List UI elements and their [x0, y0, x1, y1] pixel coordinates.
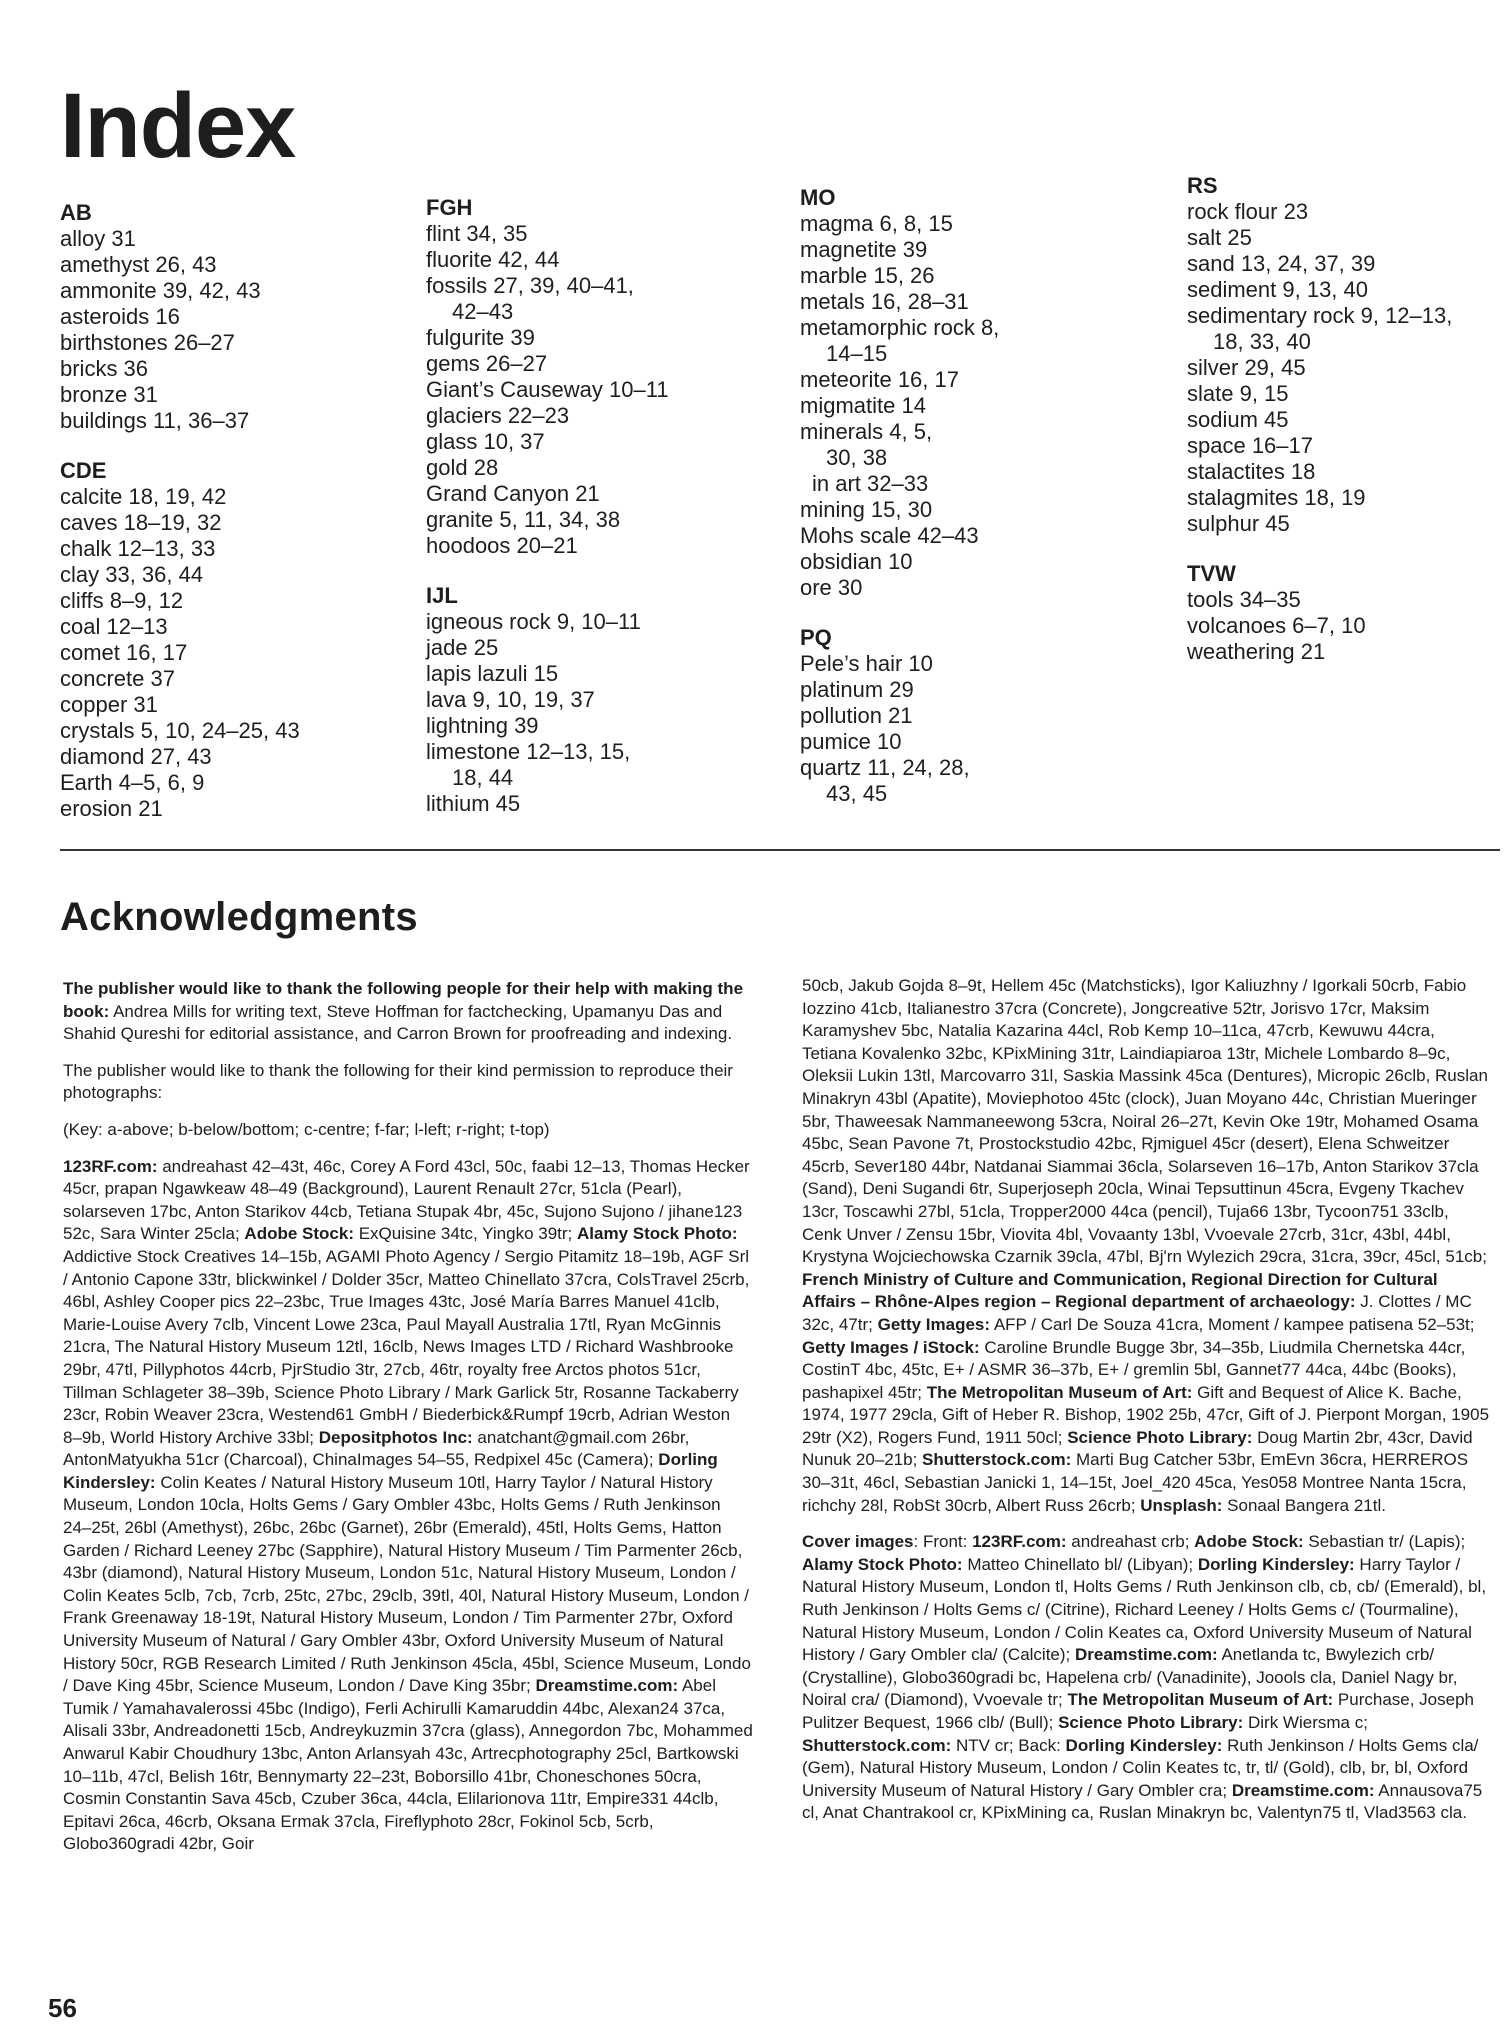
index-heading: MO — [800, 185, 836, 210]
page-number: 56 — [48, 1993, 77, 2023]
index-entry: 43, 45 — [826, 781, 888, 806]
index-entry: obsidian 10 — [800, 549, 913, 574]
index-entry: lithium 45 — [426, 791, 521, 816]
index-entry: quartz 11, 24, 28, — [800, 755, 970, 780]
index-entry: lightning 39 — [426, 713, 539, 738]
index-entry: magma 6, 8, 15 — [800, 211, 953, 236]
index-entry: ore 30 — [800, 575, 863, 600]
index-group — [1187, 561, 1508, 665]
index-entry: sand 13, 24, 37, 39 — [1187, 251, 1376, 276]
index-entry: diamond 27, 43 — [60, 744, 212, 769]
index-entry: fossils 27, 39, 40–41, — [426, 273, 634, 298]
index-entry: 42–43 — [452, 299, 514, 324]
index-title: Index — [60, 75, 296, 177]
index-entry: Earth 4–5, 6, 9 — [60, 770, 205, 795]
index-heading: FGH — [426, 195, 473, 220]
index-entry: fulgurite 39 — [426, 325, 535, 350]
credits-right: 50cb, Jakub Gojda 8–9t, Hellem 45c (Matchsticks), Igor Kaliuzhny / Igorkali 50crb, Fabio Iozzino 41cb, Italianestro 37cra (Concrete), Jongcreative 52tr, Jorisvo 17cr, Maksim Karamyshev 5bc, Natalia Kazarina 44cl, Rob Kemp 10–11ca, 47crb, Kewuwu 44cra, Tetiana Kovalenko 32bc, KPixMining 31tr, Laindiapiaroa 13tr, Michele Lombardo 8–9c, Oleksii Lukin 13tl, Marcovarro 31l, Saskia Massink 45ca (Dentures), Micropic 26clb, Ruslan Minakryn 43bl (Apatite), Moviephotoo 45tc (clock), Juan Moyano 44c, Christian Mueringer 5br, Thaweesak Nammaneewong 53cra, Noiral 26–27t, Kevin Oke 19tr, Mohamed Osama 45bc, Sean Pavone 7t, Prostockstudio 42bc, Rjmiguel 45cr (desert), Elena Schweitzer 45crb, Sever180 44br, Natdanai Siammai 36cla, Solarseven 16–17b, Anton Starikov 37cla (Sand), Deni Sugandi 6tr, Superjoseph 20cla, Winai Tepsuttinun 45cra, Evgeny Tkachev 13cr, Toscawhi 27bl, 51cla, Tropper2000 44ca (pencil), Tuja66 13br, Tycoon751 33clb, Cenk Unver / Zensu 15br, Viovita 4bl, Vovaanty 13bl, Vvoevale 27crb, 31cr, 43bl, 44bl, Krystyna Wojciechowska Czarnik 39cla, 47bl, Bj'rn Wylezich 29cra, 31cra, 39cr, 45cl, 51cb; French Ministry of Culture and Communication, Regional Direction for Cultural Affairs – Rhône-Alpes region – Regional department of archaeology: J. Clottes / MC 32c, 47tr; Getty Images: AFP / Carl De Souza 41cra, Moment / kampee patisena 52–53t; Getty Images / iStock: Caroline Brundle Bugge 3br, 34–35b, Liudmila Chernetska 44cr, CostinT 4bc, 45tc, E+ / ASMR 36–37b, E+ / gremlin 5bl, Gannet77 44ca, 44bc (Books), pashapixel 45tr; The Metropolitan Museum of Art: Gift and Bequest of Alice K. Bache, 1974, 1977 29cla, Gift of Heber R. Bishop, 1902 25b, 47cr, Gift of J. Pierpont Morgan, 1905 29tr (X2), Rogers Fund, 1911 50cl; Science Photo Library: Doug Martin 2br, 43cr, David Nunuk 20–21b; Shutterstock.com: Marti Bug Catcher 53br, EmEvn 36cra, HERREROS 30–31t, 46cl, Sebastian Janicki 1, 14–15t, Joel_420 45ca, Yes058 Montree Nanta 15cra, richchy 28l, RobSt 30crb, Albert Russ 26crb; Unsplash: Sonaal Bangera 21tl. — [802, 976, 1490, 1515]
index-entry: metals 16, 28–31 — [800, 289, 969, 314]
index-entry: bricks 36 — [60, 356, 149, 381]
index-entry: meteorite 16, 17 — [800, 367, 959, 392]
index-heading: IJL — [426, 583, 458, 608]
index-entry: Pele’s hair 10 — [800, 651, 933, 676]
index-entry: concrete 37 — [60, 666, 175, 691]
index-entry: platinum 29 — [800, 677, 914, 702]
index-entry: copper 31 — [60, 692, 158, 717]
index-entry: fluorite 42, 44 — [426, 247, 560, 272]
index-entry: limestone 12–13, 15, — [426, 739, 631, 764]
index-entry: gems 26–27 — [426, 351, 548, 376]
index-entry: magnetite 39 — [800, 237, 928, 262]
index-entry: gold 28 — [426, 455, 499, 480]
index-entry: lapis lazuli 15 — [426, 661, 559, 686]
thanks-lead: The publisher would like to thank the following people for their help with making the book: — [63, 979, 744, 1021]
index-heading: CDE — [60, 458, 107, 483]
section-divider — [60, 849, 1500, 851]
index-entry: buildings 11, 36–37 — [60, 408, 250, 433]
index-column-2 — [426, 195, 786, 841]
index-entry: Grand Canyon 21 — [426, 481, 600, 506]
credit-key: (Key: a-above; b-below/bottom; c-centre; f-far; l-left; r-right; t-top) — [63, 1119, 550, 1139]
index-group — [60, 458, 420, 822]
index-entry: amethyst 26, 43 — [60, 252, 217, 277]
index-entry: sediment 9, 13, 40 — [1187, 277, 1369, 302]
acknowledgments-right-column — [802, 975, 1492, 1839]
index-entry: 14–15 — [826, 341, 888, 366]
index-entry: stalagmites 18, 19 — [1187, 485, 1366, 510]
index-entry: calcite 18, 19, 42 — [60, 484, 227, 509]
index-entry: comet 16, 17 — [60, 640, 188, 665]
index-entry: crystals 5, 10, 24–25, 43 — [60, 718, 300, 743]
index-entry: in art 32–33 — [812, 471, 929, 496]
index-entry: asteroids 16 — [60, 304, 180, 329]
index-entry: ammonite 39, 42, 43 — [60, 278, 261, 303]
index-entry: clay 33, 36, 44 — [60, 562, 204, 587]
index-entry: coal 12–13 — [60, 614, 168, 639]
acknowledgments-title: Acknowledgments — [60, 895, 418, 939]
index-entry: minerals 4, 5, — [800, 419, 933, 444]
index-column-1 — [60, 200, 420, 846]
index-entry: 18, 44 — [452, 765, 514, 790]
index-group — [1187, 173, 1508, 537]
index-entry: glaciers 22–23 — [426, 403, 570, 428]
index-entry: silver 29, 45 — [1187, 355, 1306, 380]
index-entry: mining 15, 30 — [800, 497, 933, 522]
index-entry: marble 15, 26 — [800, 263, 935, 288]
index-entry: birthstones 26–27 — [60, 330, 235, 355]
index-entry: space 16–17 — [1187, 433, 1313, 458]
index-entry: sulphur 45 — [1187, 511, 1290, 536]
index-group — [60, 200, 420, 434]
index-entry: lava 9, 10, 19, 37 — [426, 687, 595, 712]
thanks-paragraph — [63, 978, 753, 1046]
index-heading: PQ — [800, 625, 832, 650]
index-entry: 18, 33, 40 — [1213, 329, 1311, 354]
index-group — [426, 195, 786, 559]
index-entry: jade 25 — [426, 635, 499, 660]
index-entry: glass 10, 37 — [426, 429, 545, 454]
acknowledgments-left-column — [63, 978, 753, 1870]
index-entry: rock flour 23 — [1187, 199, 1309, 224]
index-column-3 — [800, 185, 1160, 831]
index-entry: alloy 31 — [60, 226, 136, 251]
index-entry: erosion 21 — [60, 796, 163, 821]
index-heading: RS — [1187, 173, 1218, 198]
index-column-4 — [1187, 173, 1508, 689]
thanks-rest: Andrea Mills for writing text, Steve Hoffman for factchecking, Upamanyu Das and Shahid Qureshi for editorial assistance, and Carron Brown for proofreading and indexing. — [63, 1001, 733, 1044]
index-entry: slate 9, 15 — [1187, 381, 1289, 406]
index-entry: bronze 31 — [60, 382, 158, 407]
index-entry: chalk 12–13, 33 — [60, 536, 216, 561]
index-entry: pollution 21 — [800, 703, 913, 728]
index-entry: Giant’s Causeway 10–11 — [426, 377, 669, 402]
index-entry: sedimentary rock 9, 12–13, — [1187, 303, 1453, 328]
credits-left: 123RF.com: andreahast 42–43t, 46c, Corey A Ford 43cl, 50c, faabi 12–13, Thomas Hecker 45cr, prapan Ngawkeaw 48–49 (Background), Laurent Renault 27cr, 51cla (Pearl), solarseven 17bc, Anton Starikov 44cb, Tetiana Stupak 4br, 45c, Sujono Sujono / jihane123 52c, Sara Winter 25cla; Adobe Stock: ExQuisine 34tc, Yingko 39tr; Alamy Stock Photo: Addictive Stock Creatives 14–15b, AGAMI Photo Agency / Sergio Pitamitz 18–19b, AGF Srl / Antonio Capone 33tr, blickwinkel / Dolder 35cr, Matteo Chinellato 37cra, ColsTravel 25crb, 46bl, Ashley Cooper pics 22–23bc, True Images 43tc, José María Barres Manuel 41clb, Marie-Louise Avery 7clb, Vincent Lowe 23ca, Paul Mayall Australia 17tl, Ryan McGinnis 21cra, The Natural History Museum 12tl, 16clb, News Images LTD / Richard Washbrooke 29br, 47tl, Pillyphotos 44crb, PjrStudio 3tr, 27cb, 46tr, royalty free Arctos photos 51cr, Tillman Schlageter 38–39b, Science Photo Library / Mark Garlick 5tr, Rosanne Tackaberry 23cr, Robin Weaver 23cra, Westend61 GmbH / Biederbick&Rumpf 19crb, Adrian Weston 8–9b, World History Archive 33bl; Depositphotos Inc: anatchant@gmail.com 26br, AntonMatyukha 51cr (Charcoal), ChinaImages 54–55, Redpixel 45c (Camera); Dorling Kindersley: Colin Keates / Natural History Museum 10tl, Harry Taylor / Natural History Museum, London 10cla, Holts Gems / Gary Ombler 43bc, Holts Gems / Ruth Jenkinson 24–25t, 26bl (Amethyst), 26bc, 26bc (Garnet), 26br (Emerald), 45tl, Holts Gems, Hatton Garden / Richard Leeney 27bc (Sapphire), Natural History Museum / Tim Parmenter 26cb, 43br (diamond), Natural History Museum, London 51c, Natural History Museum, London / Colin Keates 5clb, 7cb, 7crb, 25tc, 27bc, 29clb, 39tl, 40l, Natural History Museum, London / Frank Greenaway 18-19t, Natural History Museum, London / Tim Parmenter 27br, Oxford University Museum of Natural / Gary Ombler 43br, Oxford University Museum of Natural History 50cr, RGB Research Limited / Ruth Jenkinson 45cla, 45bl, Science Museum, Londo / Dave King 45br, Science Museum, London / Dave King 35br; Dreamstime.com: Abel Tumik / Yamahavalerossi 45bc (Indigo), Ferli Achirulli Kamaruddin 44bc, Alexan24 37ca, Alisali 33br, Andreadonetti 15cb, Andreykuzmin 37cra (glass), Annegordon 7bc, Mohammed Anwarul Kabir Choudhury 13bc, Anton Arlansyah 43c, Artrecphotography 25cl, Bartkowski 10–11b, 47cl, Belish 16tr, Bennymarty 22–23t, Boborsillo 41br, Choneschones 50cra, Cosmin Constantin Sava 45cb, Czuber 36ca, 44cla, Elilarionova 11tr, Empire331 44clb, Epitavi 26ca, 46crb, Oksana Ermak 37cla, Fireflyphoto 28cr, Fokinol 5cb, 5crb, Globo360gradi 42br, Goir — [63, 1156, 753, 1854]
index-entry: hoodoos 20–21 — [426, 533, 578, 558]
index-entry: weathering 21 — [1187, 639, 1326, 664]
index-entry: volcanoes 6–7, 10 — [1187, 613, 1366, 638]
index-entry: salt 25 — [1187, 225, 1252, 250]
index-entry: tools 34–35 — [1187, 587, 1301, 612]
index-entry: granite 5, 11, 34, 38 — [426, 507, 621, 532]
index-entry: caves 18–19, 32 — [60, 510, 222, 535]
index-entry: flint 34, 35 — [426, 221, 528, 246]
index-entry: pumice 10 — [800, 729, 902, 754]
index-entry: sodium 45 — [1187, 407, 1289, 432]
index-heading: TVW — [1187, 561, 1236, 586]
permission-paragraph: The publisher would like to thank the following for their kind permission to reproduce their photographs: — [63, 1060, 733, 1103]
index-heading: AB — [60, 200, 92, 225]
index-entry: cliffs 8–9, 12 — [60, 588, 184, 613]
index-entry: metamorphic rock 8, — [800, 315, 1000, 340]
cover-credits: Cover images: Front: 123RF.com: andreahast crb; Adobe Stock: Sebastian tr/ (Lapis); Alamy Stock Photo: Matteo Chinellato bl/ (Libyan); Dorling Kindersley: Harry Taylor / Natural History Museum, London tl, Holts Gems / Ruth Jenkinson clb, cb, cb/ (Emerald), bl, Ruth Jenkinson / Holts Gems c/ (Citrine), Richard Leeney / Holts Gems c/ (Tourmaline), Natural History Museum, London / Colin Keates ca, Oxford University Museum of Natural History / Gary Ombler cla/ (Calcite); Dreamstime.com: Anetlanda tc, Bwylezich crb/ (Crystalline), Globo360gradi bc, Hapelena crb/ (Vanadinite), Joools cla, Daniel Nagy br, Noiral cra/ (Diamond), Vvoevale tr; The Metropolitan Museum of Art: Purchase, Joseph Pulitzer Bequest, 1966 clb/ (Bull); Science Photo Library: Dirk Wiersma c; Shutterstock.com: NTV cr; Back: Dorling Kindersley: Ruth Jenkinson / Holts Gems cla/ (Gem), Natural History Museum, London / Colin Keates tc, tr, tl/ (Gold), clb, br, bl, Oxford University Museum of Natural History / Gary Ombler cra; Dreamstime.com: Annausova75 cl, Anat Chantrakool cr, KPixMining ca, Ruslan Minakryn bc, Valentyn75 tl, Vlad3563 cla. — [802, 1532, 1487, 1823]
index-entry: Mohs scale 42–43 — [800, 523, 979, 548]
index-entry: 30, 38 — [826, 445, 888, 470]
index-group — [800, 625, 1160, 807]
index-entry: igneous rock 9, 10–11 — [426, 609, 641, 634]
index-group — [426, 583, 786, 817]
index-group — [800, 185, 1160, 601]
index-entry: migmatite 14 — [800, 393, 926, 418]
index-entry: stalactites 18 — [1187, 459, 1316, 484]
